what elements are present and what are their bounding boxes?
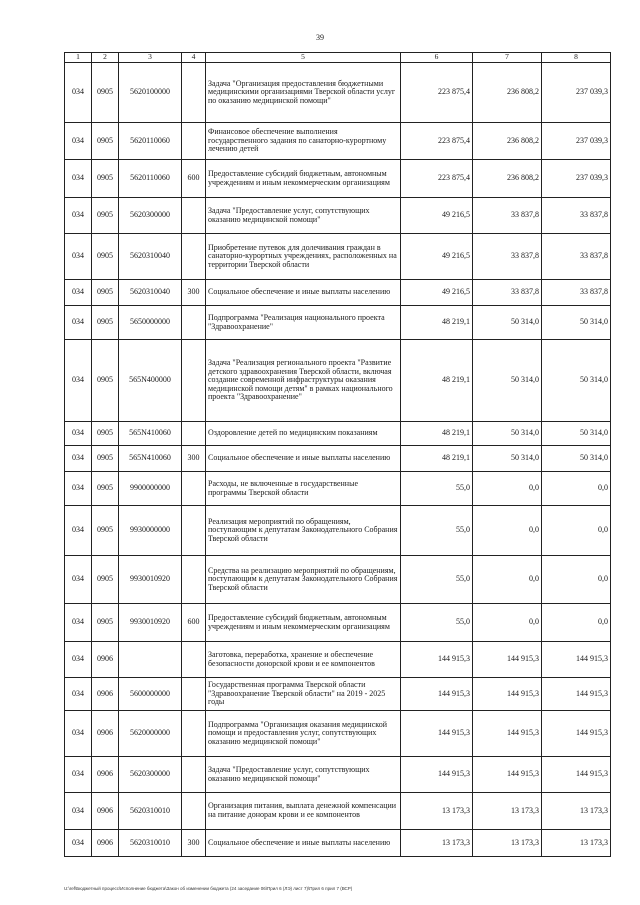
cell-expense-type [182, 234, 206, 280]
cell-section-code: 034 [65, 123, 92, 160]
cell-subsection-code: 0906 [92, 711, 119, 757]
cell-target-article: 9900000000 [119, 472, 182, 506]
cell-subsection-code: 0906 [92, 678, 119, 711]
cell-amount-col6: 223 875,4 [401, 123, 473, 160]
table-row [65, 711, 611, 757]
cell-amount-col8: 50 314,0 [542, 306, 611, 340]
table-row [65, 506, 611, 556]
cell-section-code: 034 [65, 506, 92, 556]
cell-amount-col8: 0,0 [542, 556, 611, 604]
cell-amount-col6: 223 875,4 [401, 160, 473, 198]
table-row [65, 422, 611, 446]
table-row [65, 472, 611, 506]
cell-section-code: 034 [65, 160, 92, 198]
cell-section-code: 034 [65, 340, 92, 422]
cell-subsection-code: 0906 [92, 830, 119, 857]
cell-amount-col7: 33 837,8 [473, 234, 542, 280]
cell-target-article: 565N410060 [119, 446, 182, 472]
table-row [65, 280, 611, 306]
footer-file-path: U:\ref\Бюджетный процесс\Исполнение бюджета\Закон об изменении бюджета (24 заседание 06\Прил 6 (ЛЭ) лист 7)\Прил 6 прил 7 (ВСР) [64, 886, 353, 891]
table-row [65, 793, 611, 830]
cell-amount-col8: 13 173,3 [542, 793, 611, 830]
cell-amount-col7: 0,0 [473, 506, 542, 556]
cell-section-code: 034 [65, 830, 92, 857]
table-row [65, 306, 611, 340]
cell-section-code: 034 [65, 280, 92, 306]
table-row [65, 123, 611, 160]
cell-expense-type [182, 472, 206, 506]
cell-subsection-code: 0905 [92, 160, 119, 198]
cell-amount-col7: 0,0 [473, 556, 542, 604]
cell-amount-col7: 236 808,2 [473, 160, 542, 198]
cell-name: Государственная программа Тверской области "Здравоохранение Тверской области" на 2019 - 2025 годы [206, 678, 401, 711]
cell-target-article: 5620310010 [119, 830, 182, 857]
table-row [65, 340, 611, 422]
cell-amount-col8: 33 837,8 [542, 198, 611, 234]
cell-expense-type [182, 340, 206, 422]
table-header-row [65, 53, 611, 63]
cell-amount-col6: 144 915,3 [401, 757, 473, 793]
cell-name: Средства на реализацию мероприятий по обращениям, поступающим к депутатам Законодательного Собрания Тверской области [206, 556, 401, 604]
cell-amount-col6: 144 915,3 [401, 711, 473, 757]
cell-subsection-code: 0906 [92, 642, 119, 678]
cell-target-article: 9930010920 [119, 604, 182, 642]
cell-amount-col6: 55,0 [401, 604, 473, 642]
table-row [65, 642, 611, 678]
cell-amount-col8: 13 173,3 [542, 830, 611, 857]
cell-expense-type [182, 422, 206, 446]
table-row [65, 198, 611, 234]
cell-expense-type [182, 198, 206, 234]
cell-target-article: 5600000000 [119, 678, 182, 711]
table-row [65, 830, 611, 857]
cell-amount-col8: 33 837,8 [542, 234, 611, 280]
column-header: 3 [119, 53, 182, 63]
cell-subsection-code: 0905 [92, 234, 119, 280]
cell-section-code: 034 [65, 306, 92, 340]
cell-name: Подпрограмма "Реализация национального проекта "Здравоохранение" [206, 306, 401, 340]
cell-target-article: 5620310040 [119, 234, 182, 280]
cell-amount-col7: 144 915,3 [473, 678, 542, 711]
cell-name: Задача "Предоставление услуг, сопутствующих оказанию медицинской помощи" [206, 757, 401, 793]
page-number: 39 [316, 33, 324, 42]
cell-target-article: 5620000000 [119, 711, 182, 757]
cell-target-article: 5620100000 [119, 63, 182, 123]
cell-amount-col6: 55,0 [401, 556, 473, 604]
cell-amount-col8: 0,0 [542, 472, 611, 506]
cell-amount-col7: 33 837,8 [473, 198, 542, 234]
budget-table [64, 52, 611, 857]
column-header: 8 [542, 53, 611, 63]
cell-subsection-code: 0905 [92, 63, 119, 123]
cell-amount-col7: 13 173,3 [473, 830, 542, 857]
cell-section-code: 034 [65, 604, 92, 642]
cell-target-article: 5620310010 [119, 793, 182, 830]
table-row [65, 556, 611, 604]
cell-amount-col7: 50 314,0 [473, 306, 542, 340]
cell-name: Приобретение путевок для долечивания граждан в санаторно-курортных учреждениях, расположенных на территории Тверской области [206, 234, 401, 280]
cell-expense-type [182, 506, 206, 556]
cell-section-code: 034 [65, 234, 92, 280]
cell-expense-type: 300 [182, 446, 206, 472]
cell-target-article: 5620300000 [119, 757, 182, 793]
cell-subsection-code: 0905 [92, 280, 119, 306]
cell-amount-col6: 48 219,1 [401, 340, 473, 422]
cell-amount-col7: 50 314,0 [473, 340, 542, 422]
cell-subsection-code: 0905 [92, 198, 119, 234]
cell-amount-col6: 144 915,3 [401, 678, 473, 711]
cell-amount-col6: 48 219,1 [401, 446, 473, 472]
cell-expense-type: 300 [182, 280, 206, 306]
cell-section-code: 034 [65, 757, 92, 793]
cell-subsection-code: 0905 [92, 306, 119, 340]
cell-expense-type [182, 306, 206, 340]
column-header: 2 [92, 53, 119, 63]
cell-subsection-code: 0906 [92, 793, 119, 830]
cell-expense-type [182, 642, 206, 678]
cell-section-code: 034 [65, 472, 92, 506]
cell-name: Реализация мероприятий по обращениям, поступающим к депутатам Законодательного Собрания Тверской области [206, 506, 401, 556]
cell-name: Задача "Организация предоставления бюджетными медицинскими организациями Тверской области услуг по оказанию медицинской помощи" [206, 63, 401, 123]
cell-amount-col7: 236 808,2 [473, 63, 542, 123]
cell-name: Социальное обеспечение и иные выплаты населению [206, 280, 401, 306]
cell-subsection-code: 0905 [92, 446, 119, 472]
cell-target-article: 565N410060 [119, 422, 182, 446]
cell-subsection-code: 0905 [92, 422, 119, 446]
cell-target-article: 565N400000 [119, 340, 182, 422]
cell-amount-col8: 144 915,3 [542, 711, 611, 757]
cell-name: Организация питания, выплата денежной компенсации на питание донорам крови и ее компонентов [206, 793, 401, 830]
cell-amount-col8: 0,0 [542, 604, 611, 642]
cell-amount-col7: 144 915,3 [473, 711, 542, 757]
cell-target-article [119, 642, 182, 678]
cell-amount-col6: 48 219,1 [401, 306, 473, 340]
cell-amount-col7: 144 915,3 [473, 642, 542, 678]
cell-amount-col8: 237 039,3 [542, 123, 611, 160]
cell-amount-col6: 48 219,1 [401, 422, 473, 446]
cell-subsection-code: 0905 [92, 340, 119, 422]
cell-amount-col7: 50 314,0 [473, 422, 542, 446]
table-row [65, 446, 611, 472]
cell-amount-col7: 236 808,2 [473, 123, 542, 160]
cell-section-code: 034 [65, 446, 92, 472]
cell-expense-type [182, 678, 206, 711]
cell-expense-type [182, 757, 206, 793]
cell-amount-col6: 223 875,4 [401, 63, 473, 123]
table-row [65, 160, 611, 198]
cell-section-code: 034 [65, 711, 92, 757]
cell-subsection-code: 0905 [92, 506, 119, 556]
table-row [65, 757, 611, 793]
cell-section-code: 034 [65, 198, 92, 234]
cell-amount-col7: 50 314,0 [473, 446, 542, 472]
cell-section-code: 034 [65, 793, 92, 830]
cell-expense-type [182, 711, 206, 757]
cell-subsection-code: 0906 [92, 757, 119, 793]
cell-amount-col6: 49 216,5 [401, 280, 473, 306]
cell-amount-col6: 55,0 [401, 506, 473, 556]
cell-amount-col7: 144 915,3 [473, 757, 542, 793]
cell-section-code: 034 [65, 642, 92, 678]
cell-subsection-code: 0905 [92, 472, 119, 506]
cell-name: Социальное обеспечение и иные выплаты населению [206, 830, 401, 857]
column-header: 5 [206, 53, 401, 63]
cell-target-article: 5620110060 [119, 160, 182, 198]
cell-amount-col8: 237 039,3 [542, 160, 611, 198]
cell-target-article: 9930000000 [119, 506, 182, 556]
cell-name: Задача "Реализация регионального проекта "Развитие детского здравоохранения Тверской области, включая создание современной инфраструктуры оказания медицинской помощи детям" в рамках национального проекта "Здравоохранение" [206, 340, 401, 422]
cell-amount-col8: 33 837,8 [542, 280, 611, 306]
cell-expense-type [182, 556, 206, 604]
cell-subsection-code: 0905 [92, 604, 119, 642]
cell-amount-col8: 50 314,0 [542, 422, 611, 446]
cell-expense-type [182, 123, 206, 160]
cell-target-article: 9930010920 [119, 556, 182, 604]
cell-amount-col6: 13 173,3 [401, 793, 473, 830]
cell-amount-col7: 0,0 [473, 604, 542, 642]
cell-amount-col8: 237 039,3 [542, 63, 611, 123]
cell-amount-col8: 0,0 [542, 506, 611, 556]
table-row [65, 604, 611, 642]
column-header: 6 [401, 53, 473, 63]
cell-target-article: 5650000000 [119, 306, 182, 340]
cell-amount-col8: 144 915,3 [542, 678, 611, 711]
cell-amount-col7: 0,0 [473, 472, 542, 506]
cell-name: Заготовка, переработка, хранение и обеспечение безопасности донорской крови и ее компонентов [206, 642, 401, 678]
table-row [65, 63, 611, 123]
cell-section-code: 034 [65, 556, 92, 604]
cell-amount-col6: 55,0 [401, 472, 473, 506]
cell-name: Подпрограмма "Организация оказания медицинской помощи и предоставления услуг, сопутствующих оказанию медицинской помощи" [206, 711, 401, 757]
cell-name: Финансовое обеспечение выполнения государственного задания по санаторно-курортному лечению детей [206, 123, 401, 160]
cell-amount-col7: 33 837,8 [473, 280, 542, 306]
column-header: 1 [65, 53, 92, 63]
column-header: 4 [182, 53, 206, 63]
cell-amount-col8: 144 915,3 [542, 757, 611, 793]
cell-amount-col8: 144 915,3 [542, 642, 611, 678]
cell-target-article: 5620310040 [119, 280, 182, 306]
cell-subsection-code: 0905 [92, 123, 119, 160]
table-row [65, 234, 611, 280]
table-row [65, 678, 611, 711]
cell-expense-type [182, 793, 206, 830]
cell-amount-col6: 13 173,3 [401, 830, 473, 857]
cell-target-article: 5620110060 [119, 123, 182, 160]
cell-amount-col8: 50 314,0 [542, 340, 611, 422]
cell-section-code: 034 [65, 678, 92, 711]
cell-amount-col6: 144 915,3 [401, 642, 473, 678]
column-header: 7 [473, 53, 542, 63]
cell-name: Социальное обеспечение и иные выплаты населению [206, 446, 401, 472]
cell-target-article: 5620300000 [119, 198, 182, 234]
cell-amount-col8: 50 314,0 [542, 446, 611, 472]
cell-expense-type: 600 [182, 604, 206, 642]
cell-subsection-code: 0905 [92, 556, 119, 604]
cell-amount-col7: 13 173,3 [473, 793, 542, 830]
cell-name: Предоставление субсидий бюджетным, автономным учреждениям и иным некоммерческим организациям [206, 160, 401, 198]
cell-amount-col6: 49 216,5 [401, 198, 473, 234]
cell-name: Предоставление субсидий бюджетным, автономным учреждениям и иным некоммерческим организациям [206, 604, 401, 642]
cell-section-code: 034 [65, 63, 92, 123]
cell-expense-type [182, 63, 206, 123]
cell-amount-col6: 49 216,5 [401, 234, 473, 280]
cell-expense-type: 300 [182, 830, 206, 857]
cell-name: Расходы, не включенные в государственные программы Тверской области [206, 472, 401, 506]
cell-name: Оздоровление детей по медицинским показаниям [206, 422, 401, 446]
cell-section-code: 034 [65, 422, 92, 446]
table-body [65, 63, 611, 857]
cell-name: Задача "Предоставление услуг, сопутствующих оказанию медицинской помощи" [206, 198, 401, 234]
cell-expense-type: 600 [182, 160, 206, 198]
